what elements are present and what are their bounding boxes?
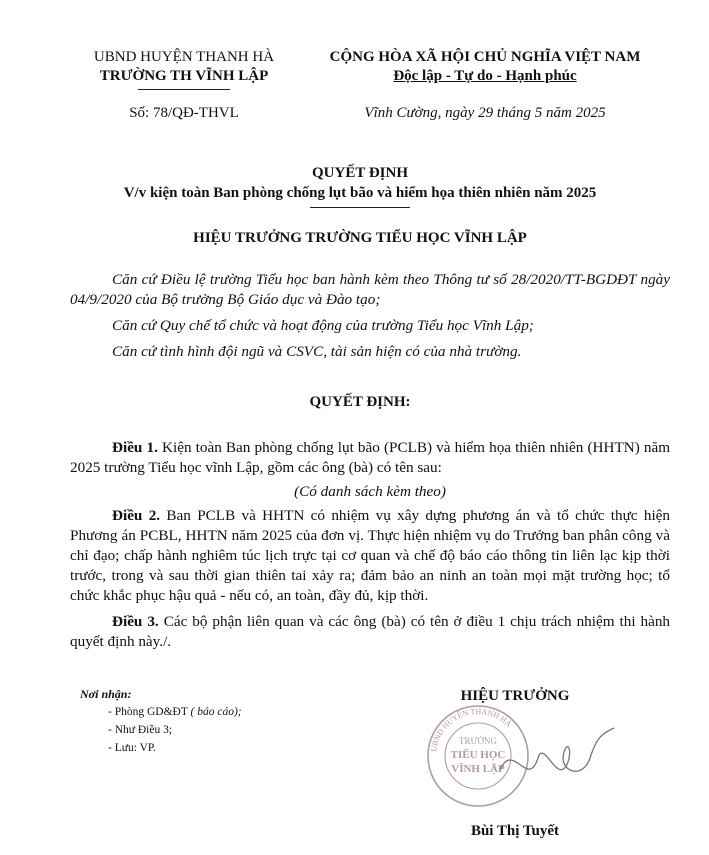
recipient-text: - Như Điều 3;: [108, 724, 173, 736]
article-1-text: Kiện toàn Ban phòng chống lụt bão (PCLB) và hiểm họa thiên nhiên (HHTN) năm 2025 trường Tiểu học vĩnh Lập, gồm các ông (bà) có tên sau:: [70, 439, 671, 476]
signer-name: Bùi Thị Tuyết: [470, 823, 560, 839]
article-3: [70, 612, 670, 652]
article-2-label: Điều 2.: [112, 507, 161, 524]
national-motto: [300, 67, 670, 86]
recipient-item: [108, 724, 172, 736]
agency-parent: UBND HUYỆN THANH HÀ: [93, 49, 275, 65]
decision-heading: QUYẾT ĐỊNH:: [309, 394, 411, 410]
recipients-title: Nơi nhận:: [80, 687, 132, 701]
article-2-text: Ban PCLB và HHTN có nhiệm vụ xây dựng phương án và tổ chức thực hiện Phương án PCBL, HHTN năm 2025 của đơn vị. Thực hiện nhiệm vụ do Trưởng ban phân công và chỉ đạo; chấp hành nghiêm túc lịch trực tại cơ quan và chế độ báo cáo thông tin liên lạc kịp thời trước, trong và sau thời gian thiên tai xảy ra; đảm bảo an ninh an toàn mọi mặt trường học; tổ chức khắc phục hậu quả - nếu có, an toàn, đầy đủ, kịp thời.: [70, 507, 671, 604]
subject-underline: [310, 207, 410, 208]
agency-underline: [138, 89, 230, 90]
legal-basis-2: Căn cứ Quy chế tổ chức và hoạt động của trường Tiểu học Vĩnh Lập;: [112, 317, 534, 334]
article-1-label: Điều 1.: [112, 439, 158, 456]
official-stamp-and-signature: [418, 700, 628, 810]
stamp-center-line-2: TIỂU HỌC: [450, 749, 506, 761]
recipient-note: ( báo cáo);: [190, 706, 242, 718]
document-number: Số: 78/QĐ-THVL: [129, 105, 239, 121]
national-title: CỘNG HÒA XÃ HỘI CHỦ NGHĨA VIỆT NAM: [329, 49, 641, 65]
article-2: [70, 506, 670, 606]
recipient-text: - Lưu: VP.: [108, 742, 156, 754]
issuing-authority: HIỆU TRƯỞNG TRƯỜNG TIỂU HỌC VĨNH LẬP: [193, 230, 527, 246]
legal-basis-1: Căn cứ Điều lệ trường Tiểu học ban hành kèm theo Thông tư số 28/2020/TT-BGDĐT ngày 04/9/2020 của Bộ trưởng Bộ Giáo dục và Đào tạo;: [70, 271, 670, 308]
articles: [70, 438, 670, 652]
recipient-item: [108, 742, 156, 754]
article-1: [70, 438, 670, 478]
document-subject: V/v kiện toàn Ban phòng chống lụt bão và hiểm họa thiên nhiên năm 2025: [123, 185, 597, 201]
legal-bases: [70, 270, 670, 362]
handwritten-signature: [500, 728, 614, 771]
motto-text: Độc lập - Tự do - Hạnh phúc: [393, 68, 577, 84]
official-stamp: [428, 706, 528, 806]
place-date: Vĩnh Cường, ngày 29 tháng 5 năm 2025: [364, 105, 606, 121]
stamp-center-line-1: TRƯỜNG: [459, 736, 497, 746]
signer-title: HIỆU TRƯỞNG: [460, 688, 570, 704]
article-3-text: Các bộ phận liên quan và các ông (bà) có tên ở điều 1 chịu trách nhiệm thi hành quyết định này./.: [70, 613, 671, 650]
document-heading: QUYẾT ĐỊNH: [312, 165, 408, 181]
agency-name: TRƯỜNG TH VĨNH LẬP: [99, 68, 269, 84]
recipient-item: [108, 706, 242, 718]
article-1-note: (Có danh sách kèm theo): [294, 483, 446, 500]
article-3-label: Điều 3.: [112, 613, 159, 630]
legal-basis-3: Căn cứ tình hình đội ngũ và CSVC, tài sản hiện có của nhà trường.: [112, 343, 522, 360]
stamp-outer-text: UBND HUYỆN THANH HÀ: [429, 706, 514, 753]
stamp-center-line-3: VĨNH LẬP: [451, 763, 505, 775]
recipient-text: - Phòng GD&ĐT: [108, 706, 191, 718]
